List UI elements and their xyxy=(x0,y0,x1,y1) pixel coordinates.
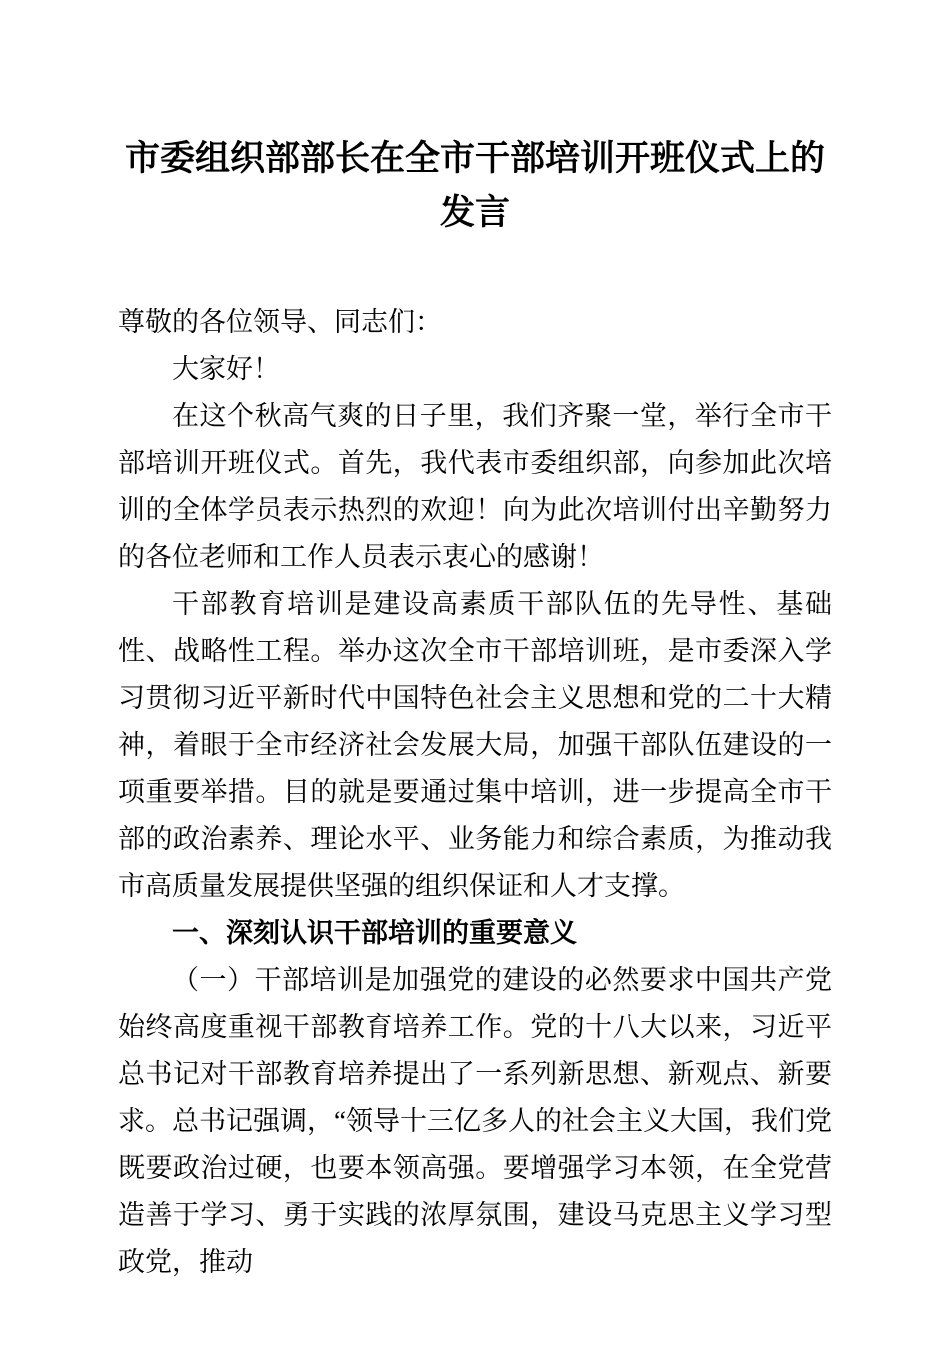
paragraph-section-1-1: （一）干部培训是加强党的建设的必然要求中国共产党始终高度重视干部教育培养工作。党的十八大以来，习近平总书记对干部教育培养提出了一系列新思想、新观点、新要求。总书记强调，“领导十三亿多人的社会主义大国，我们党既要政治过硬，也要本领高强。要增强学习本领，在全党营造善于学习、勇于实践的浓厚氛围，建设马克思主义学习型政党，推动 xyxy=(118,964,832,1277)
section-heading-1: 一、深刻认识干部培训的重要意义 xyxy=(172,917,577,948)
paragraph-purpose: 干部教育培训是建设高素质干部队伍的先导性、基础性、战略性工程。举办这次全市干部培训班，是市委深入学习贯彻习近平新时代中国特色社会主义思想和党的二十大精神，着眼于全市经济社会发展大局，加强干部队伍建设的一项重要举措。目的就是要通过集中培训，进一步提高全市干部的政治素养、理论水平、业务能力和综合素质，为推动我市高质量发展提供坚强的组织保证和人才支撑。 xyxy=(118,588,832,901)
paragraph-opening: 在这个秋高气爽的日子里，我们齐聚一堂，举行全市干部培训开班仪式。首先，我代表市委组织部，向参加此次培训的全体学员表示热烈的欢迎！向为此次培训付出辛勤努力的各位老师和工作人员表示衷心的感谢！ xyxy=(118,400,832,572)
document-title: 市委组织部部长在全市干部培训开班仪式上的发言 xyxy=(124,139,825,233)
paragraph-greeting: 大家好！ xyxy=(172,353,280,384)
paragraph-salutation: 尊敬的各位领导、同志们： xyxy=(118,306,442,337)
